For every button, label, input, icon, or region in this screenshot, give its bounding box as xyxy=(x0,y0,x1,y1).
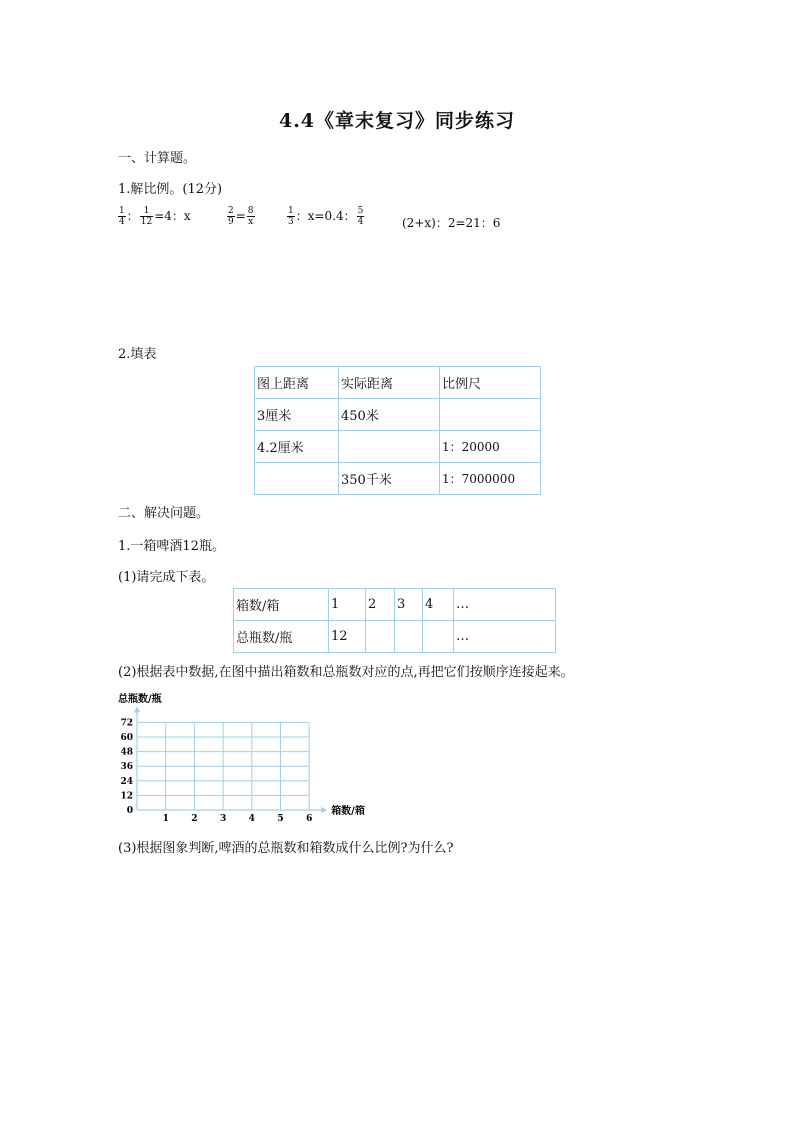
table-cell: 箱数/箱 xyxy=(234,589,329,621)
fraction-denominator: 4 xyxy=(357,217,364,227)
table-cell: 2 xyxy=(366,589,395,621)
table-header-cell: 比例尺 xyxy=(440,367,541,399)
fraction-denominator: 4 xyxy=(119,217,125,227)
fraction-denominator: x xyxy=(248,217,254,227)
fraction-denominator: 9 xyxy=(228,217,234,227)
table-row xyxy=(255,463,541,495)
table-cell: 总瓶数/瓶 xyxy=(234,621,329,653)
table-row xyxy=(255,399,541,431)
y-tick-label: 48 xyxy=(120,747,133,758)
table-cell xyxy=(395,621,423,653)
table-cell: 4.2厘米 xyxy=(255,431,339,463)
x-tick-label: 5 xyxy=(277,814,284,824)
y-axis-title: 总瓶数/瓶 xyxy=(118,694,162,705)
table-cell: 1：20000 xyxy=(440,431,541,463)
table-header-row xyxy=(255,367,541,399)
problem-1-heading: 1.一箱啤酒12瓶。 xyxy=(118,539,225,554)
table-cell: 1：7000000 xyxy=(440,463,541,495)
chart-grid xyxy=(137,722,309,810)
problem-1-part-2: (2)根据表中数据,在图中描出箱数和总瓶数对应的点,再把它们按顺序连接起来。 xyxy=(118,665,574,680)
table-cell: 4 xyxy=(423,589,454,621)
y-tick-label: 12 xyxy=(120,791,133,802)
x-tick-label: 4 xyxy=(248,814,255,824)
equation-4: (2+x)：2=21：6 xyxy=(402,216,501,230)
y-tick-label: 36 xyxy=(120,762,133,773)
equation-rest: =4：x xyxy=(154,209,191,223)
x-axis-title: 箱数/箱 xyxy=(331,806,365,817)
problem-1-part-1: (1)请完成下表。 xyxy=(118,570,215,585)
page-title: 4.4《章末复习》同步练习 xyxy=(278,110,516,132)
x-axis-arrow-icon xyxy=(321,807,327,813)
colon: ： xyxy=(126,209,139,223)
table-cell: 3厘米 xyxy=(255,399,339,431)
fraction-numerator: 1 xyxy=(119,206,125,216)
table-header-cell: 图上距离 xyxy=(255,367,339,399)
bottles-chart xyxy=(110,688,390,828)
scale-table xyxy=(254,366,541,495)
x-tick-label: 3 xyxy=(219,814,227,824)
chart-labels xyxy=(118,692,365,824)
y-tick-label: 72 xyxy=(120,718,133,729)
question-2-heading: 2.填表 xyxy=(118,347,157,362)
x-tick-label: 2 xyxy=(191,814,198,824)
origin-label: 0 xyxy=(126,806,133,816)
y-axis-arrow-icon xyxy=(134,706,140,712)
section-2-heading: 二、解决问题。 xyxy=(118,506,210,521)
fraction-numerator: 2 xyxy=(228,206,234,216)
problem-1-part-3: (3)根据图象判断,啤酒的总瓶数和箱数成什么比例?为什么? xyxy=(118,841,454,856)
section-1-heading: 一、计算题。 xyxy=(118,151,197,166)
fraction-numerator: 8 xyxy=(247,206,254,216)
table-cell xyxy=(366,621,395,653)
table-cell: 450米 xyxy=(339,399,440,431)
table-cell: 1 xyxy=(329,589,366,621)
question-1-heading: 1.解比例。(12分) xyxy=(118,182,223,197)
table-cell: 350千米 xyxy=(339,463,440,495)
table-row xyxy=(255,431,541,463)
table-row xyxy=(234,621,556,653)
x-tick-label: 1 xyxy=(162,814,169,824)
table-cell xyxy=(423,621,454,653)
table-cell: … xyxy=(454,621,556,653)
equation-3 xyxy=(286,206,365,227)
equation-2 xyxy=(226,206,256,227)
x-tick-label: 6 xyxy=(306,814,313,824)
fraction-numerator: 1 xyxy=(140,206,153,217)
equation-middle: ：x=0.4： xyxy=(295,209,356,223)
equals-sign: = xyxy=(235,209,246,223)
fraction-numerator: 5 xyxy=(357,206,364,216)
fraction-denominator: 3 xyxy=(288,217,294,227)
boxes-bottles-table xyxy=(233,588,556,653)
table-row xyxy=(234,589,556,621)
table-cell xyxy=(440,399,541,431)
equation-1 xyxy=(117,206,191,227)
table-cell: … xyxy=(454,589,556,621)
table-cell xyxy=(339,431,440,463)
fraction-denominator: 12 xyxy=(140,217,153,227)
table-cell: 12 xyxy=(329,621,366,653)
y-tick-label: 60 xyxy=(120,733,133,743)
table-header-cell: 实际距离 xyxy=(339,367,440,399)
fraction-numerator: 1 xyxy=(288,206,294,216)
y-tick-label: 24 xyxy=(120,776,133,787)
table-cell: 3 xyxy=(395,589,423,621)
table-cell xyxy=(255,463,339,495)
